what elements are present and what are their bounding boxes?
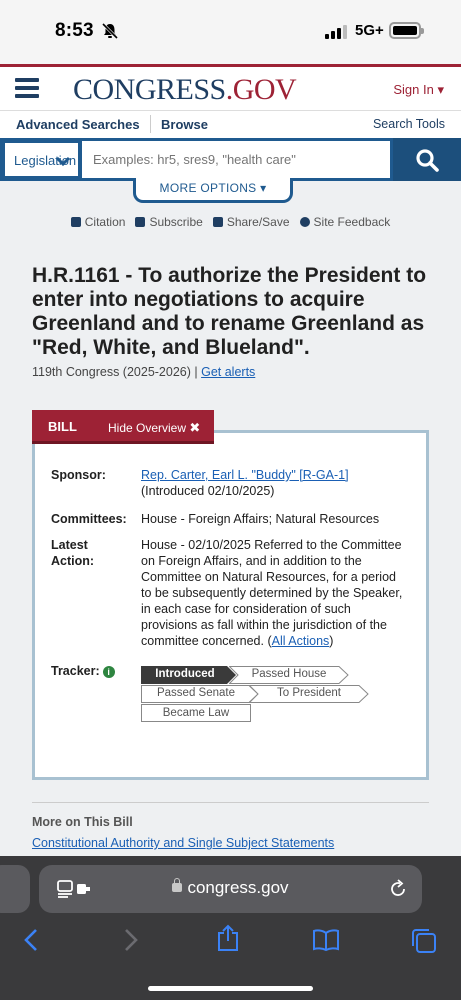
search-scope-value: Legislation bbox=[14, 153, 77, 168]
introduced-date: (Introduced 02/10/2025) bbox=[141, 484, 275, 498]
battery-icon bbox=[389, 22, 421, 39]
tracker-passed-house-label: Passed House bbox=[251, 668, 327, 680]
hide-overview-label: Hide Overview bbox=[108, 421, 187, 435]
lock-icon bbox=[172, 883, 182, 892]
subscribe-link[interactable] bbox=[135, 215, 202, 229]
bookmarks-icon[interactable] bbox=[312, 928, 340, 952]
committees-label: Committees: bbox=[51, 512, 127, 526]
overview-tabbar bbox=[32, 410, 214, 444]
chevron-down-icon bbox=[55, 153, 71, 169]
url-display bbox=[39, 878, 422, 898]
latest-action-label-line2: Action: bbox=[51, 554, 95, 568]
tracker-became-law-label: Became Law bbox=[162, 707, 230, 719]
forward-icon[interactable] bbox=[122, 928, 140, 952]
tabs-icon[interactable] bbox=[411, 928, 437, 954]
bill-overview-panel bbox=[32, 430, 429, 780]
browser-toolbar bbox=[0, 856, 461, 1000]
tracker-introduced-label: Introduced bbox=[155, 668, 215, 680]
logo-text-gov: GOV bbox=[232, 73, 297, 106]
cell-signal-icon bbox=[325, 25, 347, 39]
congress-gov-logo[interactable] bbox=[73, 73, 296, 107]
home-indicator[interactable] bbox=[148, 986, 313, 991]
subscribe-label: Subscribe bbox=[149, 215, 203, 229]
congress-session-text: 119th Congress (2025-2026) | bbox=[32, 365, 198, 379]
tracker-passed-senate-label: Passed Senate bbox=[156, 687, 235, 699]
tracker-step-became-law bbox=[141, 704, 251, 722]
reload-icon[interactable] bbox=[388, 879, 408, 899]
search-input[interactable] bbox=[82, 141, 390, 178]
browse-link[interactable]: Browse bbox=[161, 117, 208, 132]
search-button[interactable] bbox=[393, 138, 461, 181]
latest-action-label bbox=[51, 537, 94, 569]
sponsor-label: Sponsor: bbox=[51, 468, 106, 482]
tracker-label-text: Tracker: bbox=[51, 664, 100, 678]
status-bar bbox=[0, 0, 461, 64]
site-header bbox=[0, 64, 461, 110]
section-divider bbox=[32, 802, 429, 803]
tracker-step-introduced bbox=[141, 666, 237, 684]
advanced-searches-link[interactable]: Advanced Searches bbox=[16, 117, 140, 132]
citation-link[interactable] bbox=[71, 215, 126, 229]
tracker-step-to-president bbox=[249, 685, 369, 703]
share-save-link[interactable] bbox=[213, 215, 290, 229]
page-title: H.R.1161 - To authorize the President to enter into negotiations to acquire Greenland and to rename Greenland as "Red, White, and Blueland". bbox=[32, 264, 427, 359]
more-on-this-bill-heading: More on This Bill bbox=[32, 815, 133, 829]
tracker-step-passed-house bbox=[229, 666, 349, 684]
url-text: congress.gov bbox=[187, 878, 289, 897]
all-actions-link[interactable]: All Actions bbox=[271, 634, 330, 648]
search-bar bbox=[0, 138, 461, 181]
share-save-label: Share/Save bbox=[226, 215, 290, 229]
committees-value: House - Foreign Affairs; Natural Resources bbox=[141, 512, 380, 526]
citation-label: Citation bbox=[84, 215, 126, 229]
site-feedback-label: Site Feedback bbox=[313, 215, 391, 229]
sign-in-button[interactable]: Sign In ▾ bbox=[393, 82, 444, 97]
site-feedback-link[interactable] bbox=[300, 215, 391, 229]
more-options-toggle[interactable]: MORE OPTIONS ▾ bbox=[133, 178, 293, 203]
share-icon bbox=[213, 217, 223, 227]
get-alerts-link[interactable]: Get alerts bbox=[201, 365, 256, 379]
tracker-to-president-label: To President bbox=[277, 687, 341, 699]
speech-bubble-icon bbox=[300, 217, 310, 227]
menu-icon[interactable] bbox=[15, 78, 39, 98]
search-tools-link[interactable]: Search Tools bbox=[372, 117, 445, 131]
logo-text-main: CONGRESS bbox=[73, 73, 226, 106]
close-icon: ✖ bbox=[189, 420, 201, 435]
utility-links bbox=[0, 215, 461, 229]
latest-action-label-line1: Latest bbox=[51, 538, 88, 552]
tracker-step-passed-senate bbox=[141, 685, 259, 703]
nav-divider bbox=[150, 115, 151, 133]
constitutional-authority-link[interactable]: Constitutional Authority and Single Subject Statements bbox=[32, 836, 335, 850]
tracker-label bbox=[51, 663, 115, 679]
latest-action-value: House - 02/10/2025 Referred to the Committee on Foreign Affairs, and in addition to the Committee on Natural Resources, for a period to be subsequently determined by the Speaker, in each case for consideration of such provisions as fall within the jurisdiction of the committee concerned. (All Actions) bbox=[141, 538, 403, 648]
envelope-icon bbox=[135, 217, 145, 227]
status-time: 8:53 bbox=[55, 20, 94, 41]
share-icon[interactable] bbox=[216, 924, 240, 952]
hide-overview-button[interactable] bbox=[108, 420, 200, 436]
previous-tab-preview[interactable] bbox=[0, 865, 30, 913]
sponsor-link[interactable]: Rep. Carter, Earl L. "Buddy" [R-GA-1] bbox=[141, 468, 349, 482]
address-bar[interactable] bbox=[39, 865, 422, 913]
logo-dot: . bbox=[225, 73, 233, 106]
congress-session bbox=[32, 365, 255, 379]
info-icon[interactable]: i bbox=[103, 666, 115, 678]
citation-icon bbox=[71, 217, 81, 227]
network-type: 5G+ bbox=[355, 22, 384, 39]
latest-action-text: House - 02/10/2025 Referred to the Committee on Foreign Affairs, and in addition to the Committee on Natural Resources, for a period to be subsequently determined by the Speaker, in each case for consideration of such provisions as fall within the jurisdiction of the committee concerned. bbox=[141, 538, 403, 648]
bill-tracker bbox=[141, 666, 381, 726]
sub-navigation bbox=[0, 110, 461, 138]
search-scope-select[interactable] bbox=[3, 141, 80, 178]
sponsor-value bbox=[141, 467, 349, 499]
bell-slash-icon bbox=[101, 22, 119, 40]
back-icon[interactable] bbox=[22, 928, 40, 952]
search-icon bbox=[415, 148, 439, 172]
tab-bill[interactable]: BILL bbox=[48, 419, 77, 434]
